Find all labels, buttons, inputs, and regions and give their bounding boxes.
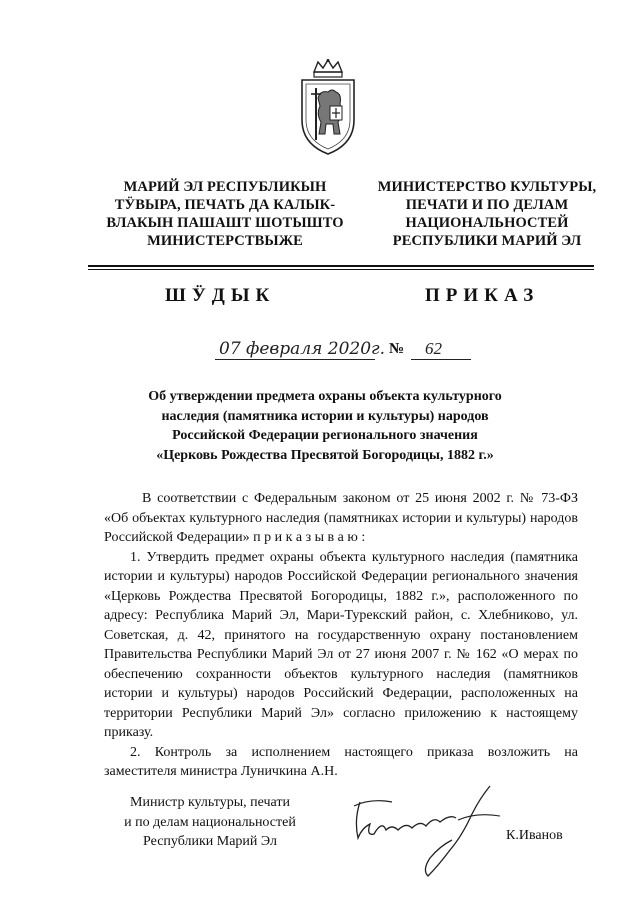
ministry-name-mari (92, 178, 358, 250)
number-underline (411, 359, 471, 360)
subject-line-4: «Церковь Рождества Пресвятой Богородицы, 1882 г.» (156, 447, 494, 463)
signatory-title-line-3: Республики Марий Эл (143, 834, 277, 849)
header-right-line-1: МИНИСТЕРСТВО КУЛЬТУРЫ, (377, 179, 597, 195)
header-divider (88, 265, 594, 267)
coat-of-arms-icon (296, 58, 360, 158)
number-sign: № (389, 341, 405, 357)
order-body (104, 489, 578, 782)
order-subject (120, 387, 530, 465)
signatory-title (110, 793, 310, 852)
subject-line-2: наследия (памятника истории и культуры) народов (161, 408, 489, 424)
header-divider-thin (88, 269, 594, 270)
header-right-line-4: РЕСПУБЛИКИ МАРИЙ ЭЛ (392, 233, 582, 249)
signatory-title-line-1: Министр культуры, печати (130, 795, 290, 810)
signatory-title-line-2: и по делам национальностей (124, 814, 296, 830)
subject-line-3: Российской Федерации регионального значения (172, 428, 478, 443)
header-left-line-4: МИНИСТЕРСТВЫЖЕ (147, 233, 303, 249)
body-paragraph-preamble: В соответствии с Федеральным законом от 25 июня 2002 г. № 73-ФЗ «Об объектах культурного наследия (памятниках истории и культуры) народов Российской Федерации» п р и к а з ы в а ю : (104, 491, 578, 545)
doc-type-russian: ПРИКАЗ (425, 285, 540, 306)
header-right-line-2: ПЕЧАТИ И ПО ДЕЛАМ (405, 197, 569, 213)
header-left-line-3: ВЛАКЫН ПАШАШТ ШОТЫШТО (106, 215, 344, 231)
date-underline (215, 359, 375, 360)
subject-line-1: Об утверждении предмета охраны объекта культурного (148, 389, 502, 404)
header-left-line-1: МАРИЙ ЭЛ РЕСПУБЛИКЫН (123, 179, 327, 195)
body-paragraph-item-1: 1. Утвердить предмет охраны объекта культурного наследия (памятника истории и культуры) народов Российской Федерации регионального значения «Церковь Рождества Пресвятой Богородицы, 1882 г.», расположенного по адресу: Республика Марий Эл, Мари-Турекский район, с. Хлебниково, ул. Советская, д. 42, принятого на государственную охрану постановлением Правительства Республики Марий Эл от 27 июня 2007 г. № 162 «О мерах по обеспечению сохранности объектов культурного наследия (памятников истории и культуры) народов Российский Федерации, расположенных на территории Республики Марий Эл» согласно приложению к настоящему приказу. (104, 549, 578, 740)
handwritten-date: 07 февраля 2020г. (219, 339, 386, 359)
date-number-line (215, 339, 485, 363)
ministry-name-russian (364, 178, 610, 250)
handwritten-number: 62 (425, 339, 442, 358)
header-right-line-3: НАЦИОНАЛЬНОСТЕЙ (405, 215, 569, 231)
doc-type-mari: ШӰДЫК (165, 285, 276, 306)
body-paragraph-item-2: 2. Контроль за исполнением настоящего приказа возложить на заместителя министра Луничкина А.Н. (104, 744, 578, 779)
signatory-name: К.Иванов (506, 828, 563, 843)
header-left-line-2: ТӰВЫРА, ПЕЧАТЬ ДА КАЛЫК- (114, 197, 336, 213)
